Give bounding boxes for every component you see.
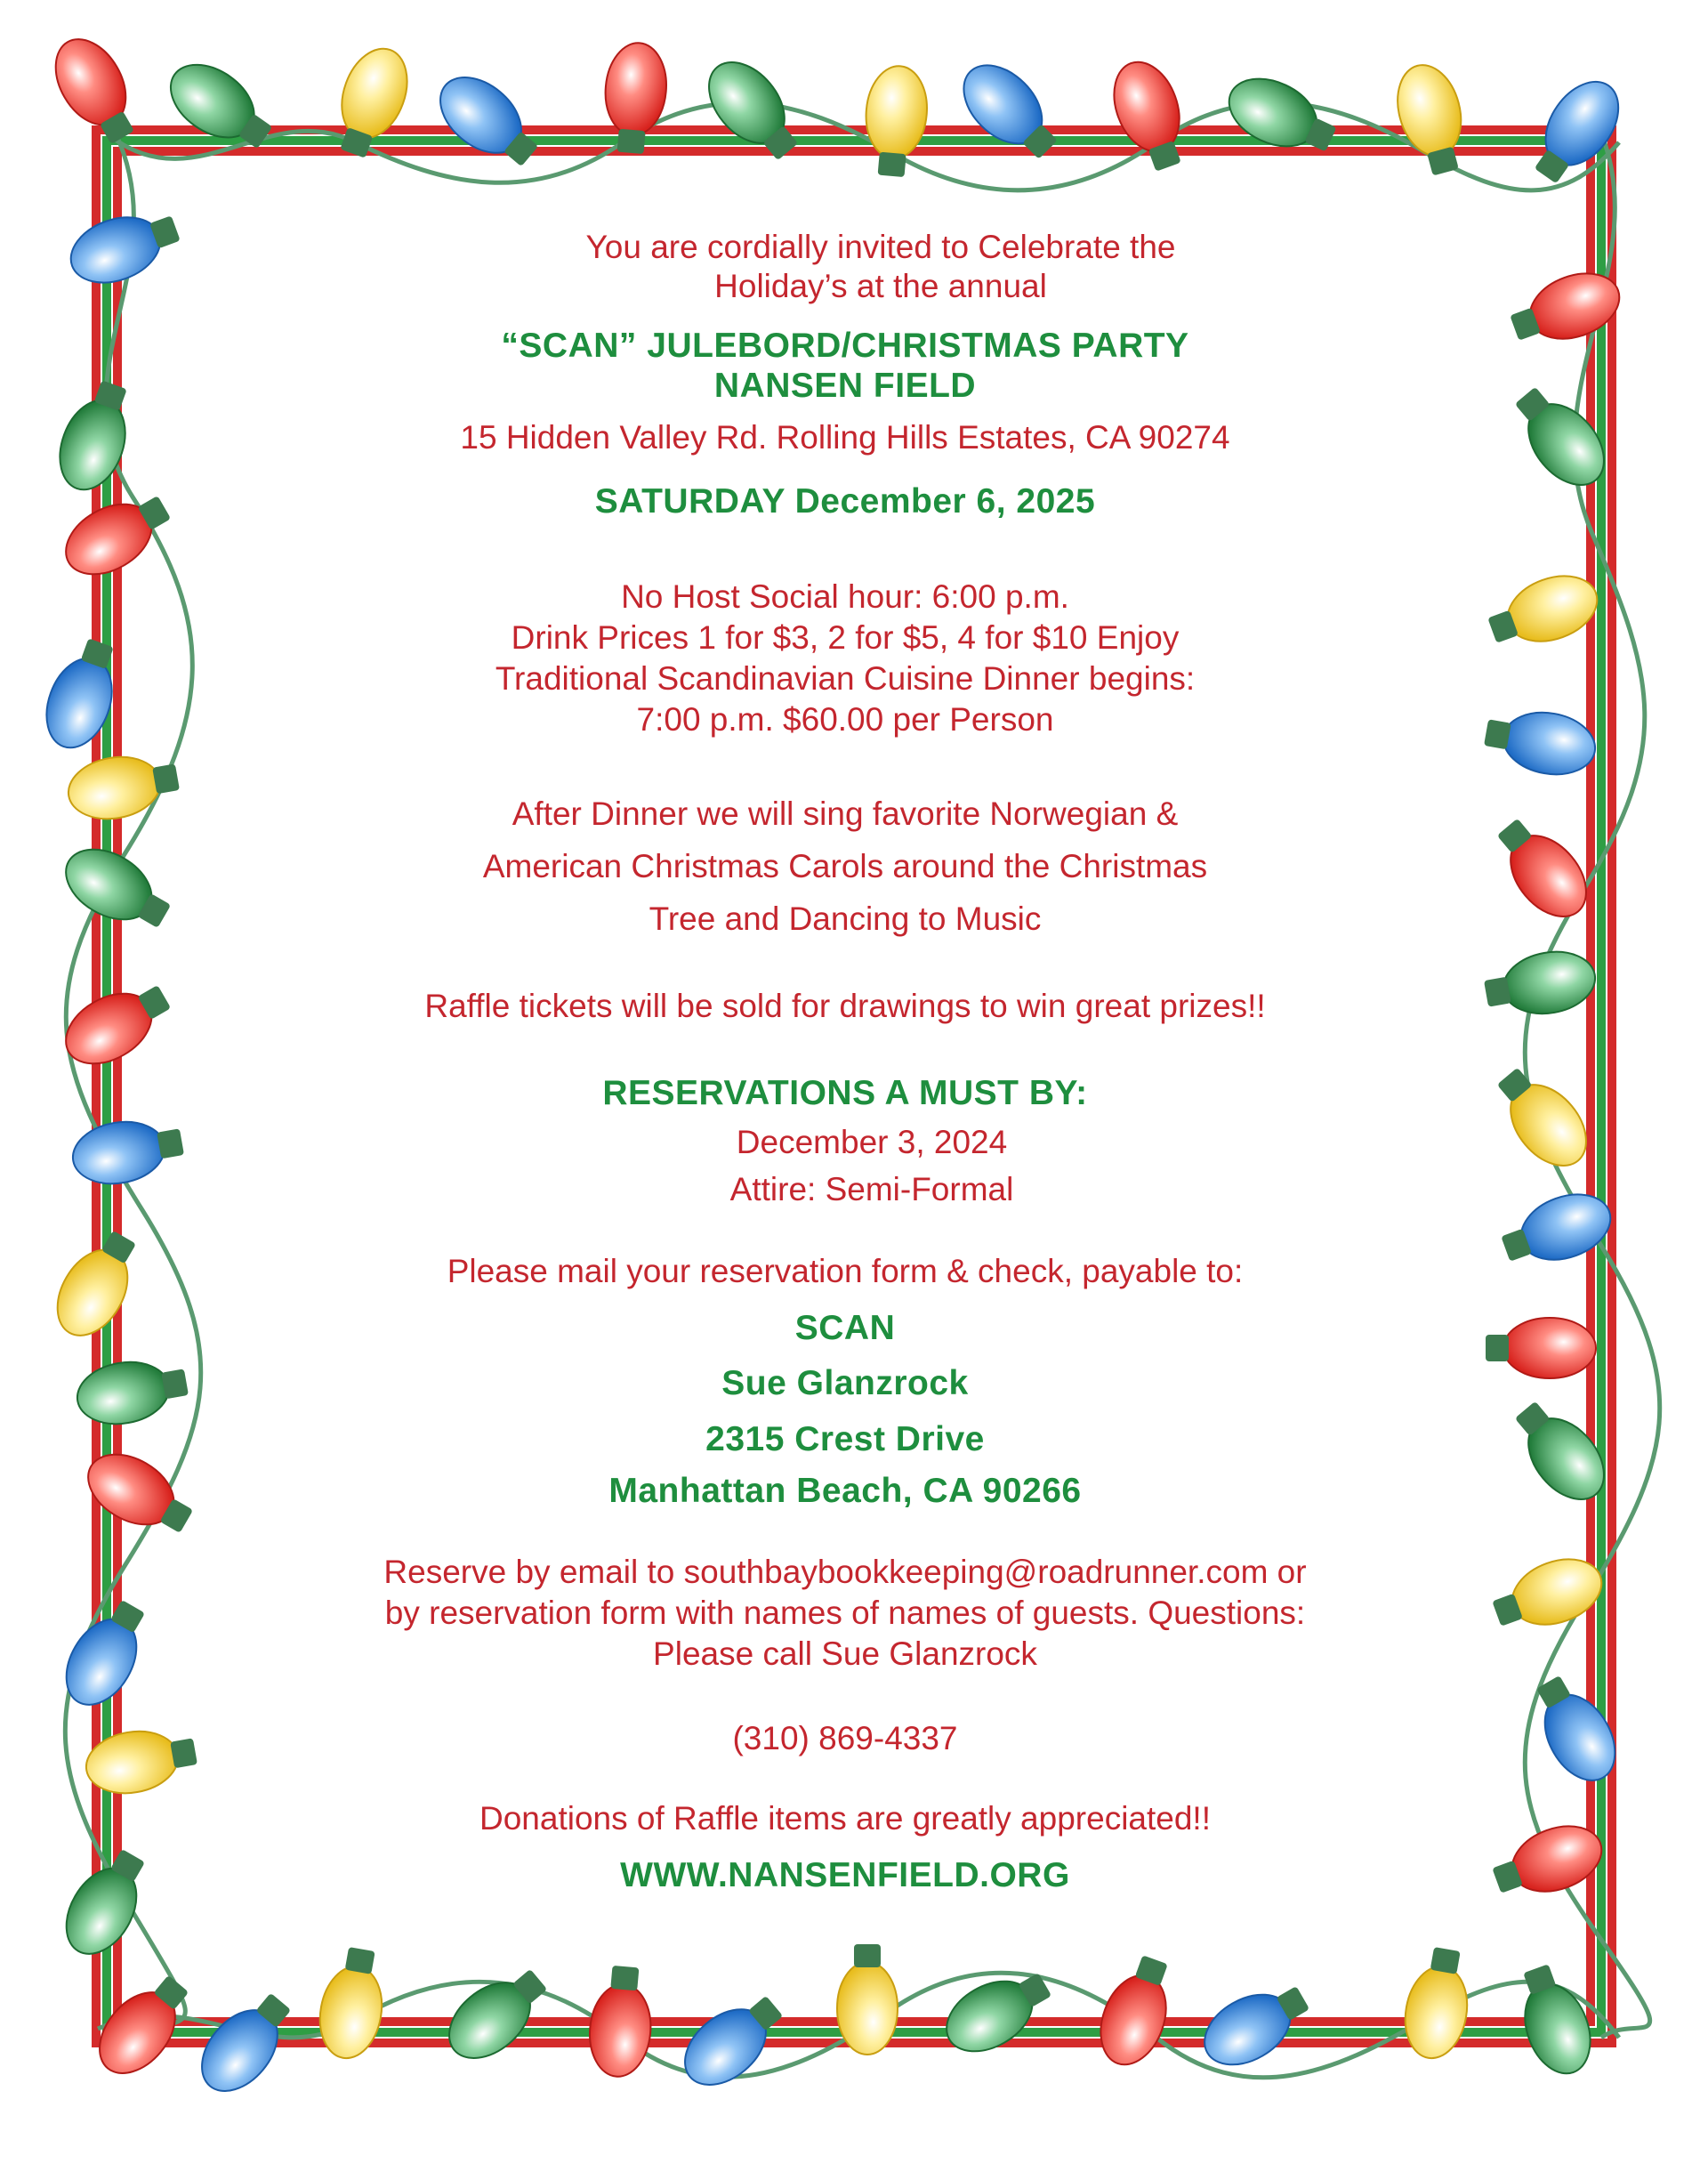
intro-line-1: You are cordially invited to Celebrate the [585, 229, 1176, 265]
mail-instructions: Please mail your reservation form & check, payable to: [447, 1252, 1244, 1289]
event-title: “SCAN” JULEBORD/CHRISTMAS PARTY [501, 326, 1189, 365]
email-line-3: Please call Sue Glanzrock [653, 1635, 1037, 1673]
bulb-yellow-icon [324, 39, 418, 164]
event-date: SATURDAY December 6, 2025 [594, 481, 1096, 521]
bulb-green-icon [1481, 945, 1600, 1023]
website-link[interactable]: WWW.NANSENFIELD.ORG [620, 1856, 1070, 1895]
bulb-green-icon [157, 50, 283, 163]
bulb-red-icon [1102, 52, 1196, 177]
email-prefix: Reserve by email to [383, 1553, 684, 1590]
bulb-red-icon [1089, 1950, 1183, 2074]
reservations-heading: RESERVATIONS A MUST BY: [602, 1074, 1088, 1113]
drink-prices: Drink Prices 1 for $3, 2 for $5, 4 for $10 Enjoy [511, 618, 1180, 656]
payee-org: SCAN [794, 1309, 896, 1348]
venue-name: NANSEN FIELD [713, 366, 977, 405]
bulbs-right [1481, 262, 1630, 1909]
bulb-red-icon [586, 1964, 657, 2079]
payee-address [285, 1301, 1406, 1516]
carols-line-2: American Christmas Carols around the Christmas [482, 847, 1208, 884]
bulb-yellow-icon [63, 747, 182, 826]
bulb-red-icon [1484, 808, 1601, 932]
carols-line-1: After Dinner we will sing favorite Norwegian & [512, 795, 1179, 832]
invitation-content [285, 228, 1406, 1897]
bulb-yellow-icon [837, 1944, 898, 2055]
bulb-blue-icon [68, 1112, 187, 1191]
bulb-blue-icon [426, 62, 550, 180]
email-suffix: or [1268, 1553, 1307, 1590]
carols-block [285, 787, 1406, 946]
donations-note: Donations of Raffle items are greatly appreciated!! [479, 1799, 1211, 1837]
bulb-yellow-icon [1484, 1057, 1601, 1181]
reservation-deadline: December 3, 2024 [736, 1124, 1008, 1161]
phone-number: (310) 869-4337 [732, 1719, 958, 1756]
email-line-2: by reservation form with names of names of guests. Questions: [384, 1595, 1306, 1632]
dinner-line-1: Traditional Scandinavian Cuisine Dinner begins: [495, 660, 1196, 698]
social-hour: No Host Social hour: 6:00 p.m. [621, 577, 1069, 615]
payee-name: Sue Glanzrock [721, 1364, 969, 1403]
contact-block [285, 1552, 1406, 1675]
bulbs-top [42, 27, 1633, 193]
intro-line-2: Holiday’s at the annual [714, 268, 1047, 305]
bulb-blue-icon [61, 199, 186, 294]
bulb-yellow-icon [861, 63, 931, 178]
bulb-blue-icon [1481, 703, 1600, 781]
bulb-yellow-icon [1388, 58, 1475, 180]
carols-line-3: Tree and Dancing to Music [649, 900, 1042, 938]
venue-address: 15 Hidden Valley Rd. Rolling Hills Estates, CA 90274 [460, 419, 1230, 456]
payee-city: Manhattan Beach, CA 90266 [608, 1472, 1082, 1511]
bulb-green-icon [72, 1352, 191, 1431]
payee-street: 2315 Crest Drive [705, 1419, 985, 1458]
schedule-block [285, 577, 1406, 741]
bulb-green-icon [435, 1956, 559, 2073]
bulb-red-icon [1486, 1318, 1596, 1378]
email-line-1 [285, 1552, 1406, 1593]
email-link[interactable]: southbaybookkeeping@roadrunner.com [683, 1553, 1269, 1590]
attire: Attire: Semi-Formal [729, 1170, 1014, 1207]
raffle-note: Raffle tickets will be sold for drawings to win great prizes!! [424, 988, 1266, 1025]
dinner-line-2: 7:00 p.m. $60.00 per Person [636, 701, 1054, 739]
